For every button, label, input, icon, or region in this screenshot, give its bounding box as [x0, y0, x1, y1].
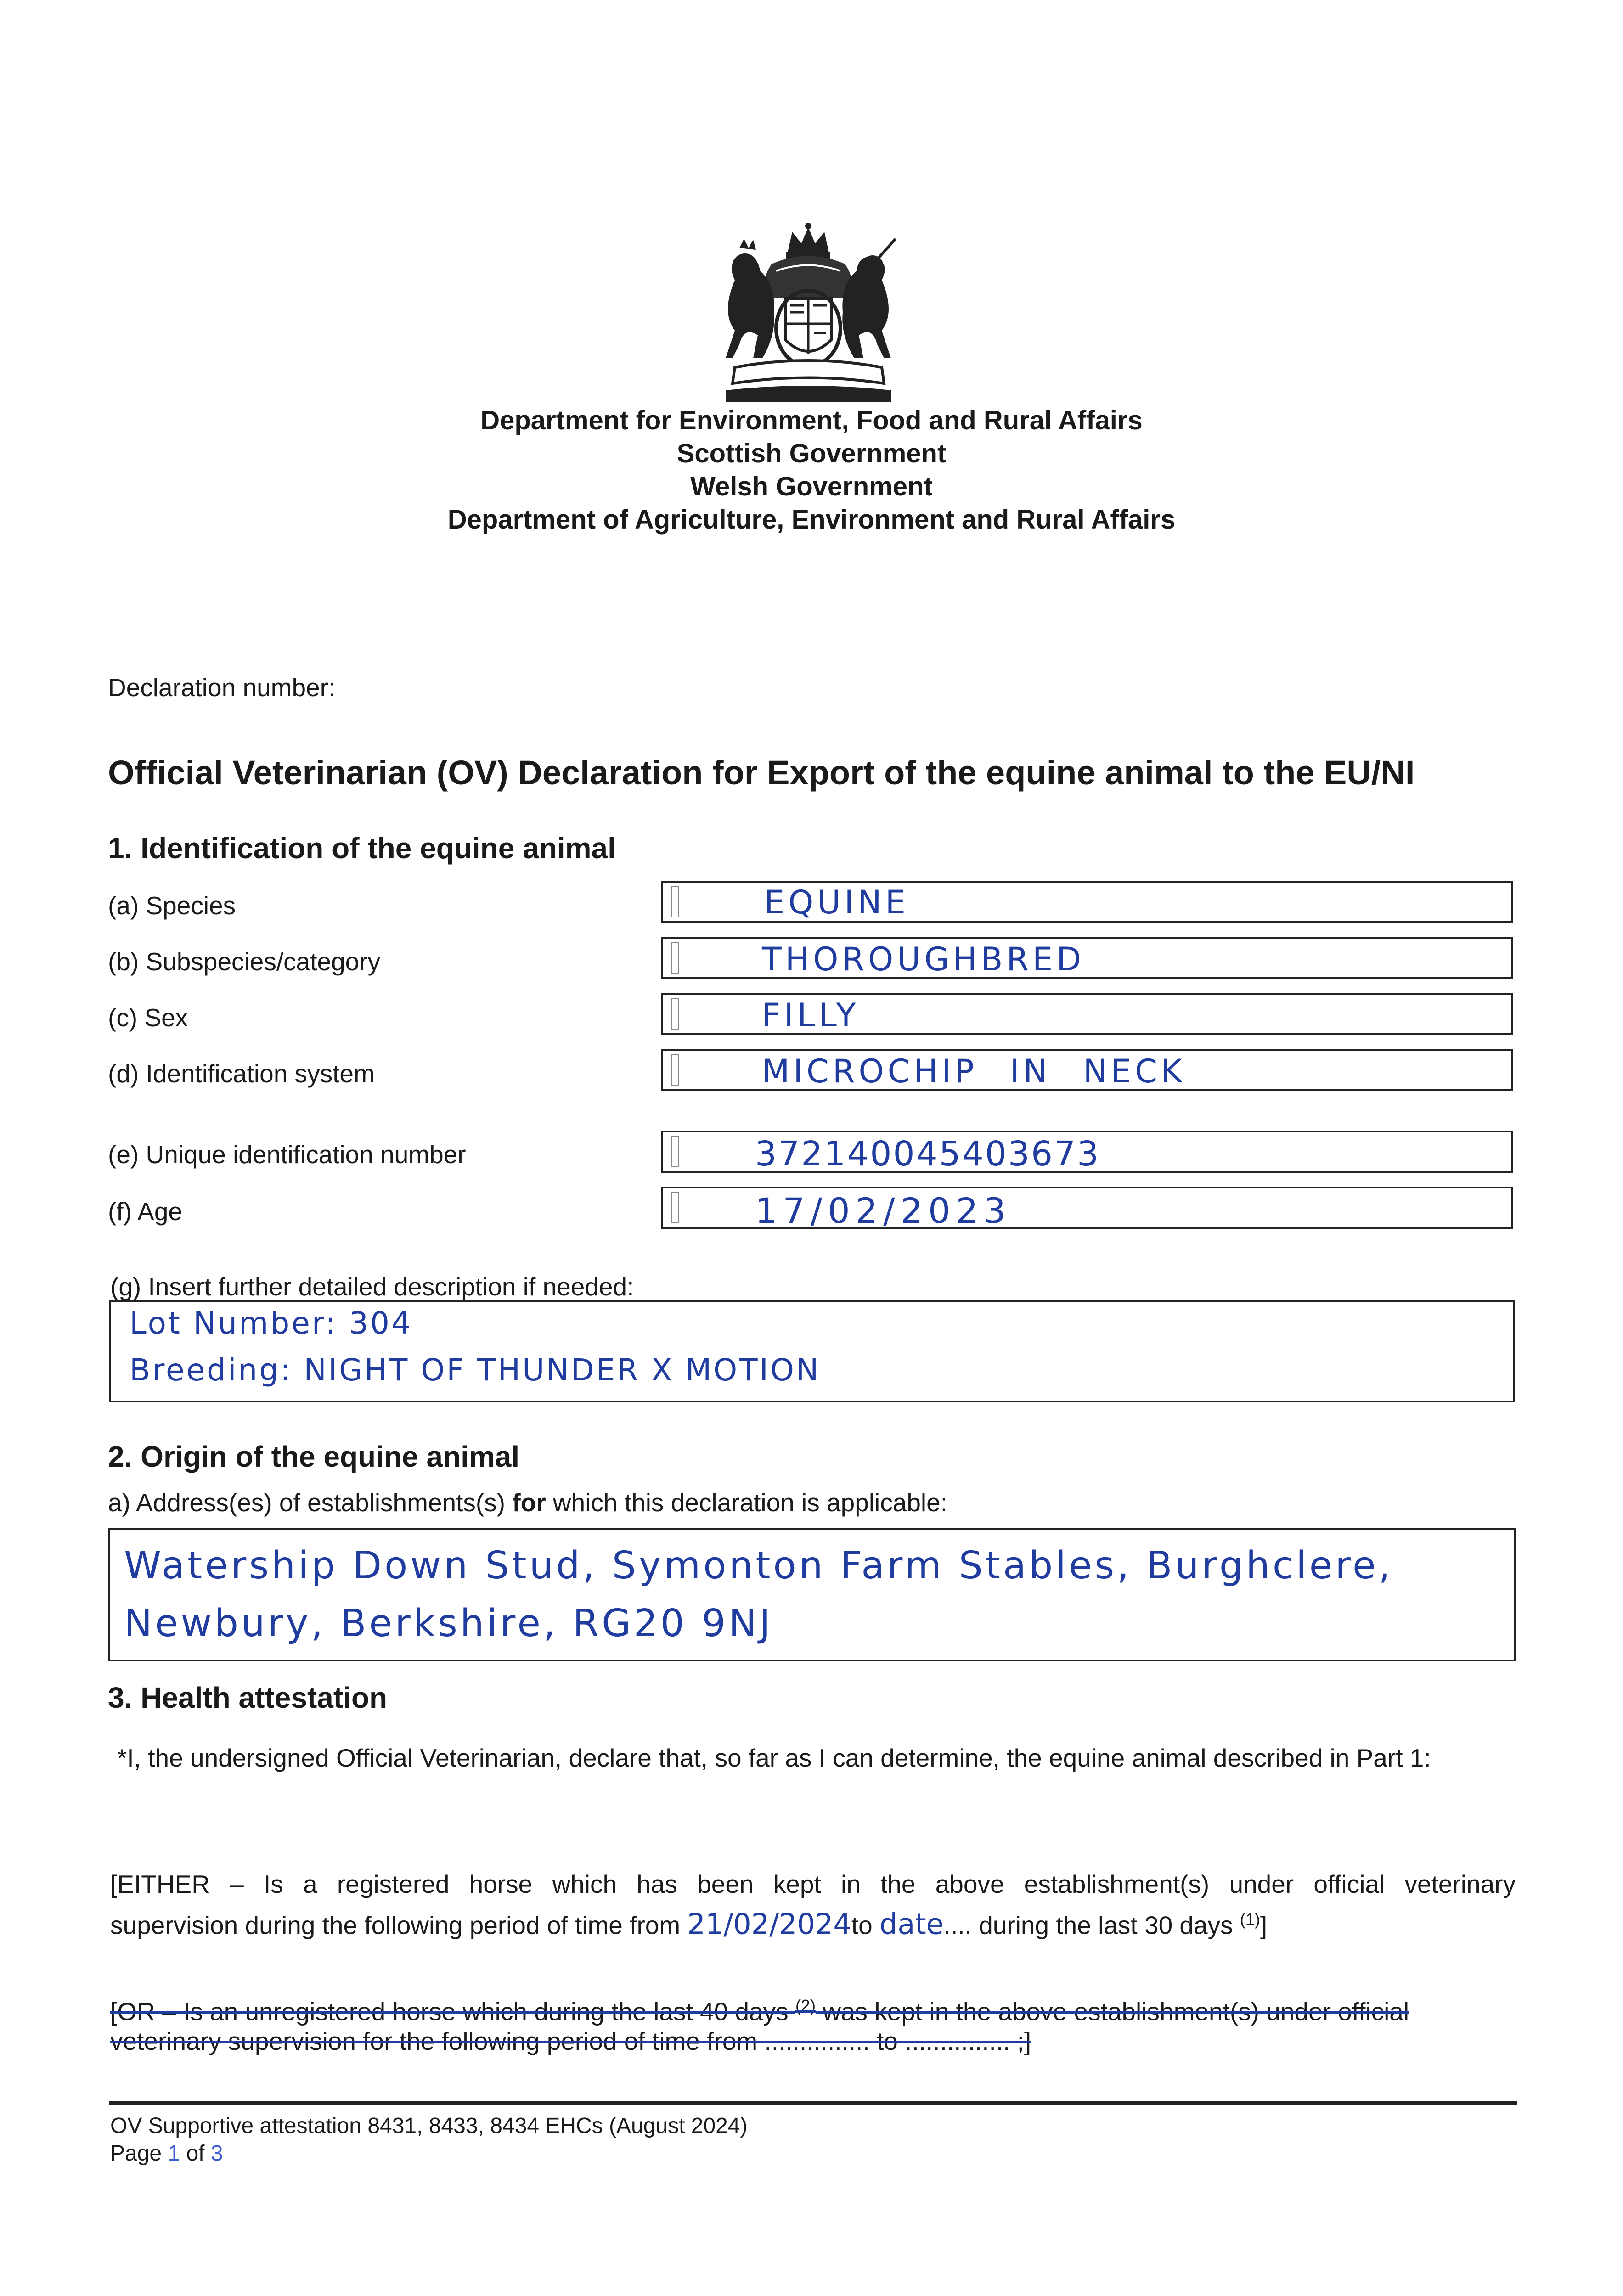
either-from-date: 21/02/2024	[687, 1907, 851, 1941]
section-3-heading: 3. Health attestation	[108, 1681, 388, 1714]
subspecies-field[interactable]	[661, 937, 1513, 979]
or-clause-line-2-struck: veterinary supervision for the following period of time from ............... to ............... ;]	[110, 2027, 1031, 2055]
or-clause-line-1-struck: [OR – Is an unregistered horse which during the last 40 days $^{(2)}$ was kept in the above establishment(s) under official	[110, 1996, 1409, 2026]
subspecies-label: (b) Subspecies/category	[108, 947, 381, 976]
declaration-number-label: Declaration number:	[108, 673, 336, 702]
document-title: Official Veterinarian (OV) Declaration for Export of the equine animal to the EU/NI	[108, 754, 1415, 792]
species-value: EQUINE	[764, 884, 909, 921]
agency-daera: Department of Agriculture, Environment and Rural Affairs	[447, 505, 1176, 535]
age-field[interactable]	[661, 1187, 1513, 1229]
agency-defra: Department for Environment, Food and Rural Affairs	[480, 405, 1143, 435]
breeding-line: Breeding: NIGHT OF THUNDER X MOTION	[130, 1352, 821, 1388]
uid-number-label: (e) Unique identification number	[108, 1140, 466, 1169]
either-to-date: date	[879, 1907, 944, 1941]
royal-coat-of-arms-crest	[707, 220, 909, 404]
address-field[interactable]	[108, 1528, 1516, 1661]
subspecies-value: THOROUGHBRED	[762, 940, 1085, 978]
page-indicator: Page 1 of 3	[110, 2141, 223, 2166]
section-1-heading: 1. Identification of the equine animal	[108, 832, 616, 865]
age-label: (f) Age	[108, 1197, 183, 1226]
attestation-intro: *I, the undersigned Official Veterinarian, declare that, so far as I can determine, the equine animal described in Part 1:	[117, 1744, 1431, 1772]
age-value: 17/02/2023	[755, 1190, 1012, 1231]
agency-welsh-government: Welsh Government	[690, 472, 933, 501]
footer-rule	[109, 2101, 1517, 2105]
identification-system-label: (d) Identification system	[108, 1059, 375, 1088]
uid-number-value: 372140045403673	[755, 1134, 1100, 1174]
species-label: (a) Species	[108, 891, 236, 920]
sex-label: (c) Sex	[108, 1003, 188, 1032]
further-description-label: (g) Insert further detailed description if needed:	[110, 1272, 634, 1301]
sex-field[interactable]	[661, 993, 1513, 1035]
uid-number-field[interactable]	[661, 1131, 1513, 1173]
agency-scottish-government: Scottish Government	[676, 439, 947, 468]
section-2-heading: 2. Origin of the equine animal	[108, 1440, 520, 1473]
address-label: a) Address(es) of establishments(s) for which this declaration is applicable:	[108, 1488, 948, 1517]
address-line-1: Watership Down Stud, Symonton Farm Stables, Burghclere,	[124, 1544, 1393, 1587]
sex-value: FILLY	[762, 996, 860, 1034]
species-field[interactable]	[661, 881, 1513, 923]
address-line-2: Newbury, Berkshire, RG20 9NJ	[124, 1602, 773, 1645]
identification-system-field[interactable]	[661, 1049, 1513, 1091]
either-clause-line-1: [EITHER – Is a registered horse which has been kept in the above establishment(s) under official veterinary	[110, 1870, 1516, 1898]
identification-system-value: MICROCHIP IN NECK	[762, 1052, 1186, 1090]
lot-number-line: Lot Number: 304	[130, 1306, 413, 1341]
further-description-field[interactable]	[109, 1300, 1515, 1402]
either-clause-line-2: supervision during the following period of time from 21/02/2024to date.... during the last 30 days $^{(1)}$]	[110, 1907, 1268, 1941]
footer-attestation-code: OV Supportive attestation 8431, 8433, 8434 EHCs (August 2024)	[110, 2114, 748, 2138]
